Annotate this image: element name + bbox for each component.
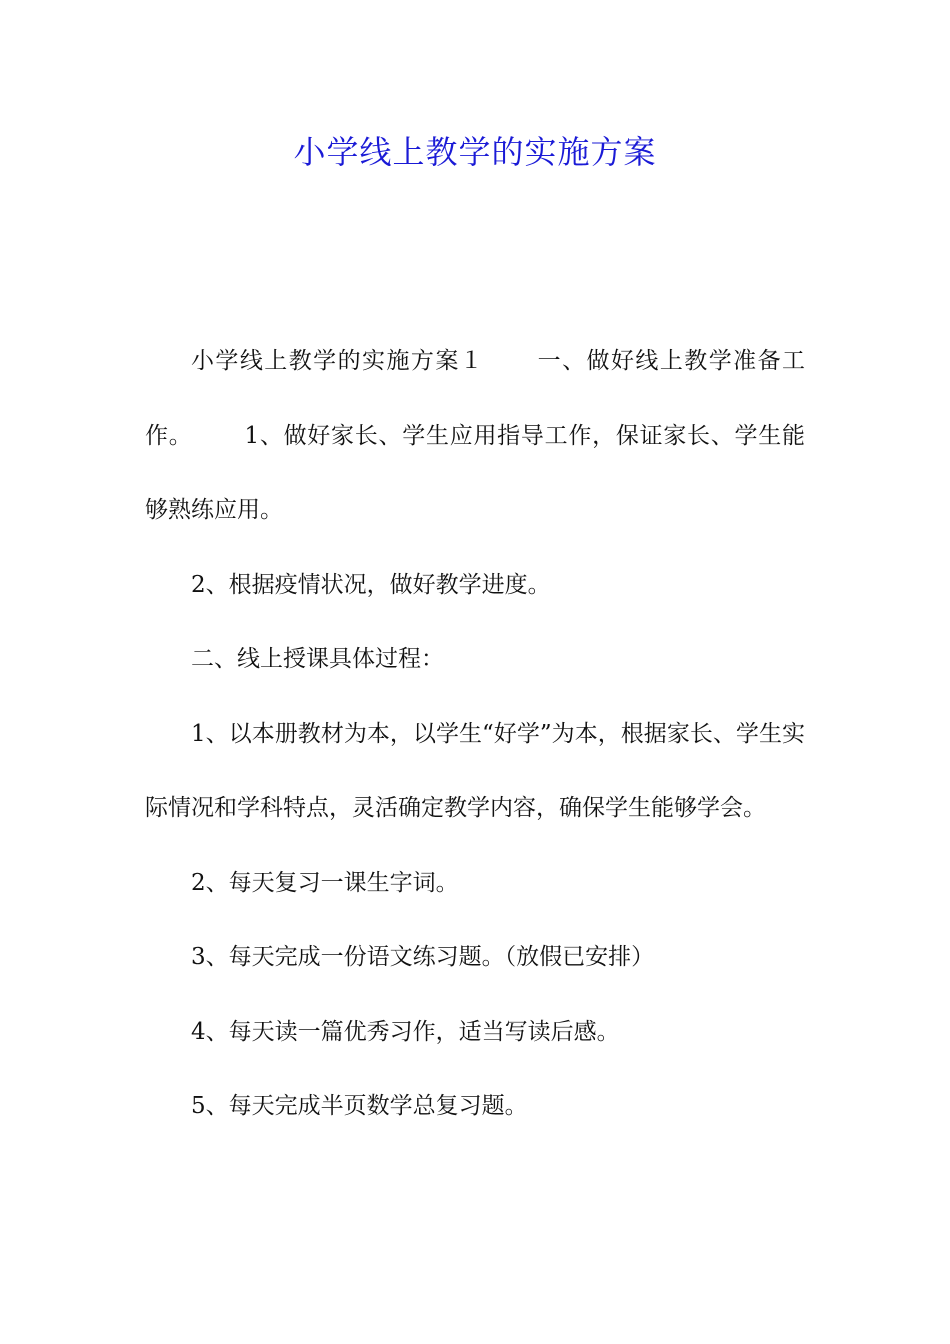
item-one-text: 1、做好家长、学生应用指导工作，保证家长、学生能够熟练应用。 — [145, 422, 805, 523]
document-title: 小学线上教学的实施方案 — [293, 133, 657, 171]
paragraph: 2、根据疫情状况，做好教学进度。 — [191, 571, 551, 598]
paragraph: 3、每天完成一份语文练习题。（放假已安排） — [191, 944, 655, 970]
paragraph: 5、每天完成半页数学总复习题。 — [191, 1093, 528, 1119]
section-one-heading: 一、做好线上教学准备工作。 — [145, 348, 806, 449]
document-body — [145, 324, 805, 1144]
paragraph: 4、每天读一篇优秀习作，适当写读后感。 — [191, 1018, 620, 1045]
paragraph: 2、每天复习一课生字词。 — [191, 869, 459, 896]
paragraph: 1、以本册教材为本，以学生“好学”为本，根据家长、学生实际情况和学科特点，灵活确定教学内容，确保学生能够学会。 — [145, 720, 805, 821]
paragraph-intro — [145, 324, 805, 548]
paragraph: 二、线上授课具体过程： — [191, 646, 444, 672]
plan-heading: 小学线上教学的实施方案１ — [191, 348, 485, 374]
